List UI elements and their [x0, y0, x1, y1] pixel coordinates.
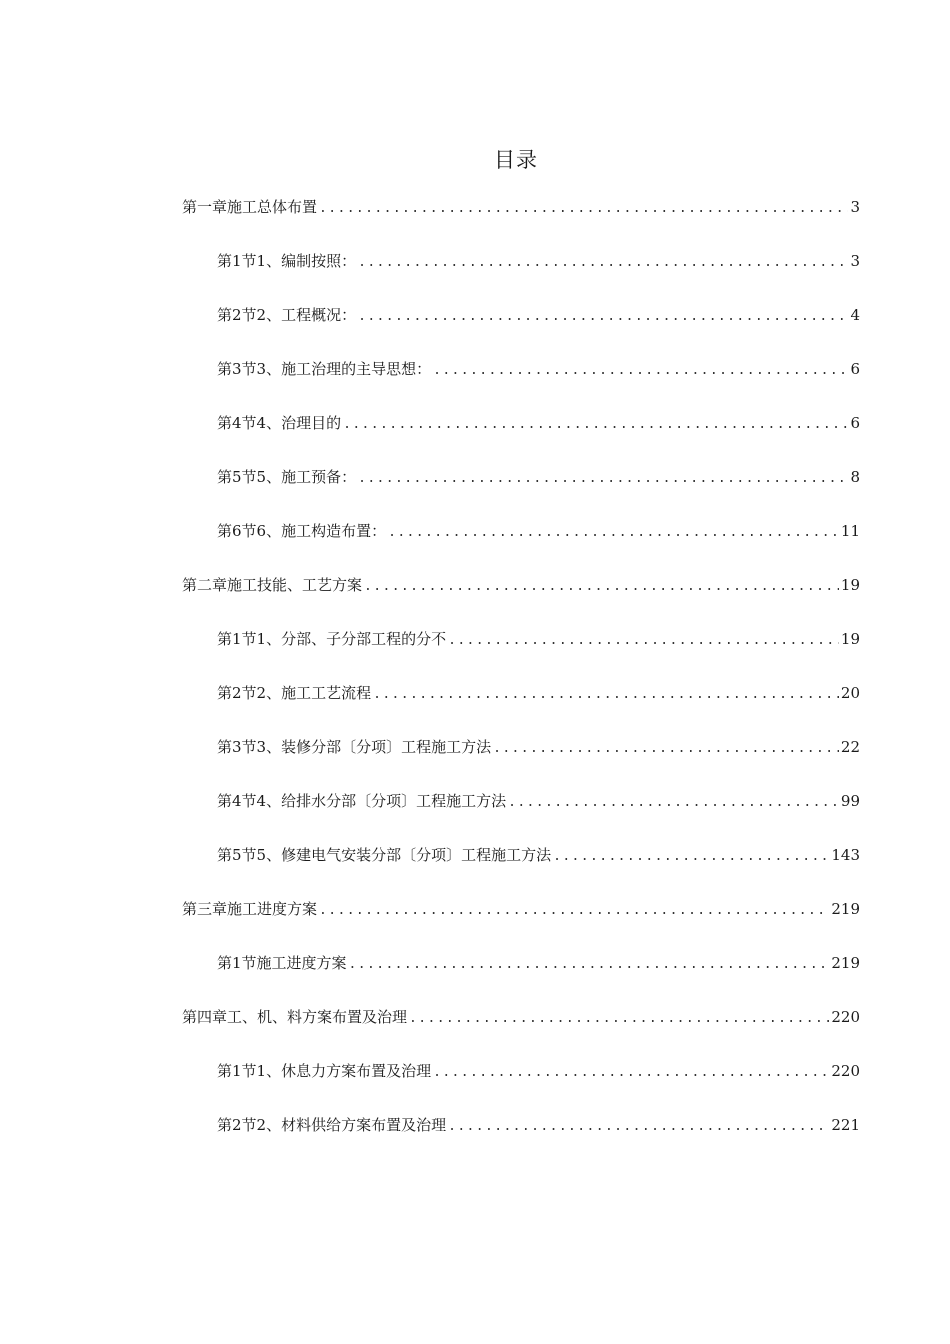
toc-section-entry	[182, 464, 860, 518]
toc-entry-text: 第2节2、材料供给方案布置及治理	[217, 1116, 447, 1134]
toc-entry-text: 第2节2、工程概况：	[217, 306, 357, 324]
toc-dot-leader	[319, 196, 848, 222]
toc-dot-leader	[448, 628, 839, 654]
toc-entry-text: 第四章工、机、料方案布置及治理	[182, 1008, 408, 1026]
toc-dot-leader	[358, 466, 848, 492]
toc-entry-text: 第二章施工技能、工艺方案	[182, 576, 363, 594]
toc-page-number: 220	[831, 1062, 860, 1080]
toc-dot-leader	[358, 250, 848, 276]
toc-dot-leader	[349, 952, 830, 978]
toc-page-number: 219	[831, 954, 860, 972]
toc-title: 目录	[494, 148, 538, 172]
toc-page-number: 8	[850, 468, 860, 486]
toc-dot-leader	[319, 898, 829, 924]
toc-page-number: 3	[850, 252, 860, 270]
toc-chapter-entry	[182, 194, 860, 248]
toc-entry-text: 第5节5、施工预备：	[217, 468, 357, 486]
toc-page-number: 99	[840, 792, 860, 810]
toc-entry-text: 第1节1、分部、子分部工程的分不	[217, 630, 447, 648]
toc-section-entry	[182, 1058, 860, 1112]
toc-dot-leader	[358, 304, 848, 330]
toc-page-number: 219	[831, 900, 860, 918]
toc-entry-text: 第1节1、休息力方案布置及治理	[217, 1062, 432, 1080]
toc-page-number: 6	[850, 360, 860, 378]
toc-section-entry	[182, 518, 860, 572]
toc-page-number: 20	[840, 684, 860, 702]
toc-chapter-entry	[182, 1004, 860, 1058]
toc-section-entry	[182, 626, 860, 680]
toc-section-entry	[182, 788, 860, 842]
toc-page-number: 143	[831, 846, 860, 864]
toc-entry-text: 第1节施工进度方案	[217, 954, 347, 972]
toc-dot-leader	[553, 844, 829, 870]
toc-page-number: 220	[831, 1008, 860, 1026]
toc-entry-text: 第6节6、施工构造布置：	[217, 522, 387, 540]
toc-section-entry	[182, 680, 860, 734]
toc-page-number: 19	[840, 630, 860, 648]
toc-dot-leader	[364, 574, 839, 600]
toc-entry-text: 第三章施工进度方案	[182, 900, 318, 918]
toc-entry-text: 第3节3、施工治理的主导思想：	[217, 360, 432, 378]
toc-dot-leader	[373, 682, 839, 708]
toc-section-entry	[182, 950, 860, 1004]
toc-entry-text: 第2节2、施工工艺流程	[217, 684, 372, 702]
toc-entry-text: 第4节4、给排水分部〔分项〕工程施工方法	[217, 792, 507, 810]
toc-dot-leader	[388, 520, 839, 546]
toc-entry-text: 第4节4、治理目的	[217, 414, 342, 432]
toc-section-entry	[182, 356, 860, 410]
toc-dot-leader	[508, 790, 839, 816]
toc-chapter-entry	[182, 572, 860, 626]
toc-entry-text: 第一章施工总体布置	[182, 198, 318, 216]
toc-page-number: 3	[850, 198, 860, 216]
toc-dot-leader	[433, 1060, 829, 1086]
toc-section-entry	[182, 1112, 860, 1166]
toc-entry-text: 第5节5、修建电气安装分部〔分项〕工程施工方法	[217, 846, 552, 864]
toc-chapter-entry	[182, 896, 860, 950]
toc-section-entry	[182, 302, 860, 356]
toc-entry-text: 第3节3、装修分部〔分项〕工程施工方法	[217, 738, 492, 756]
toc-section-entry	[182, 410, 860, 464]
toc-page-number: 221	[831, 1116, 860, 1134]
toc-entry-text: 第1节1、编制按照：	[217, 252, 357, 270]
toc-dot-leader	[493, 736, 839, 762]
toc-page-number: 22	[840, 738, 860, 756]
toc-page-number: 4	[850, 306, 860, 324]
toc-dot-leader	[433, 358, 848, 384]
toc-page-number: 11	[840, 522, 860, 540]
toc-section-entry	[182, 248, 860, 302]
toc-list	[182, 194, 860, 1166]
toc-page-number: 6	[850, 414, 860, 432]
toc-dot-leader	[448, 1114, 829, 1140]
toc-dot-leader	[343, 412, 848, 438]
toc-dot-leader	[409, 1006, 829, 1032]
toc-section-entry	[182, 842, 860, 896]
toc-section-entry	[182, 734, 860, 788]
toc-page-number: 19	[840, 576, 860, 594]
